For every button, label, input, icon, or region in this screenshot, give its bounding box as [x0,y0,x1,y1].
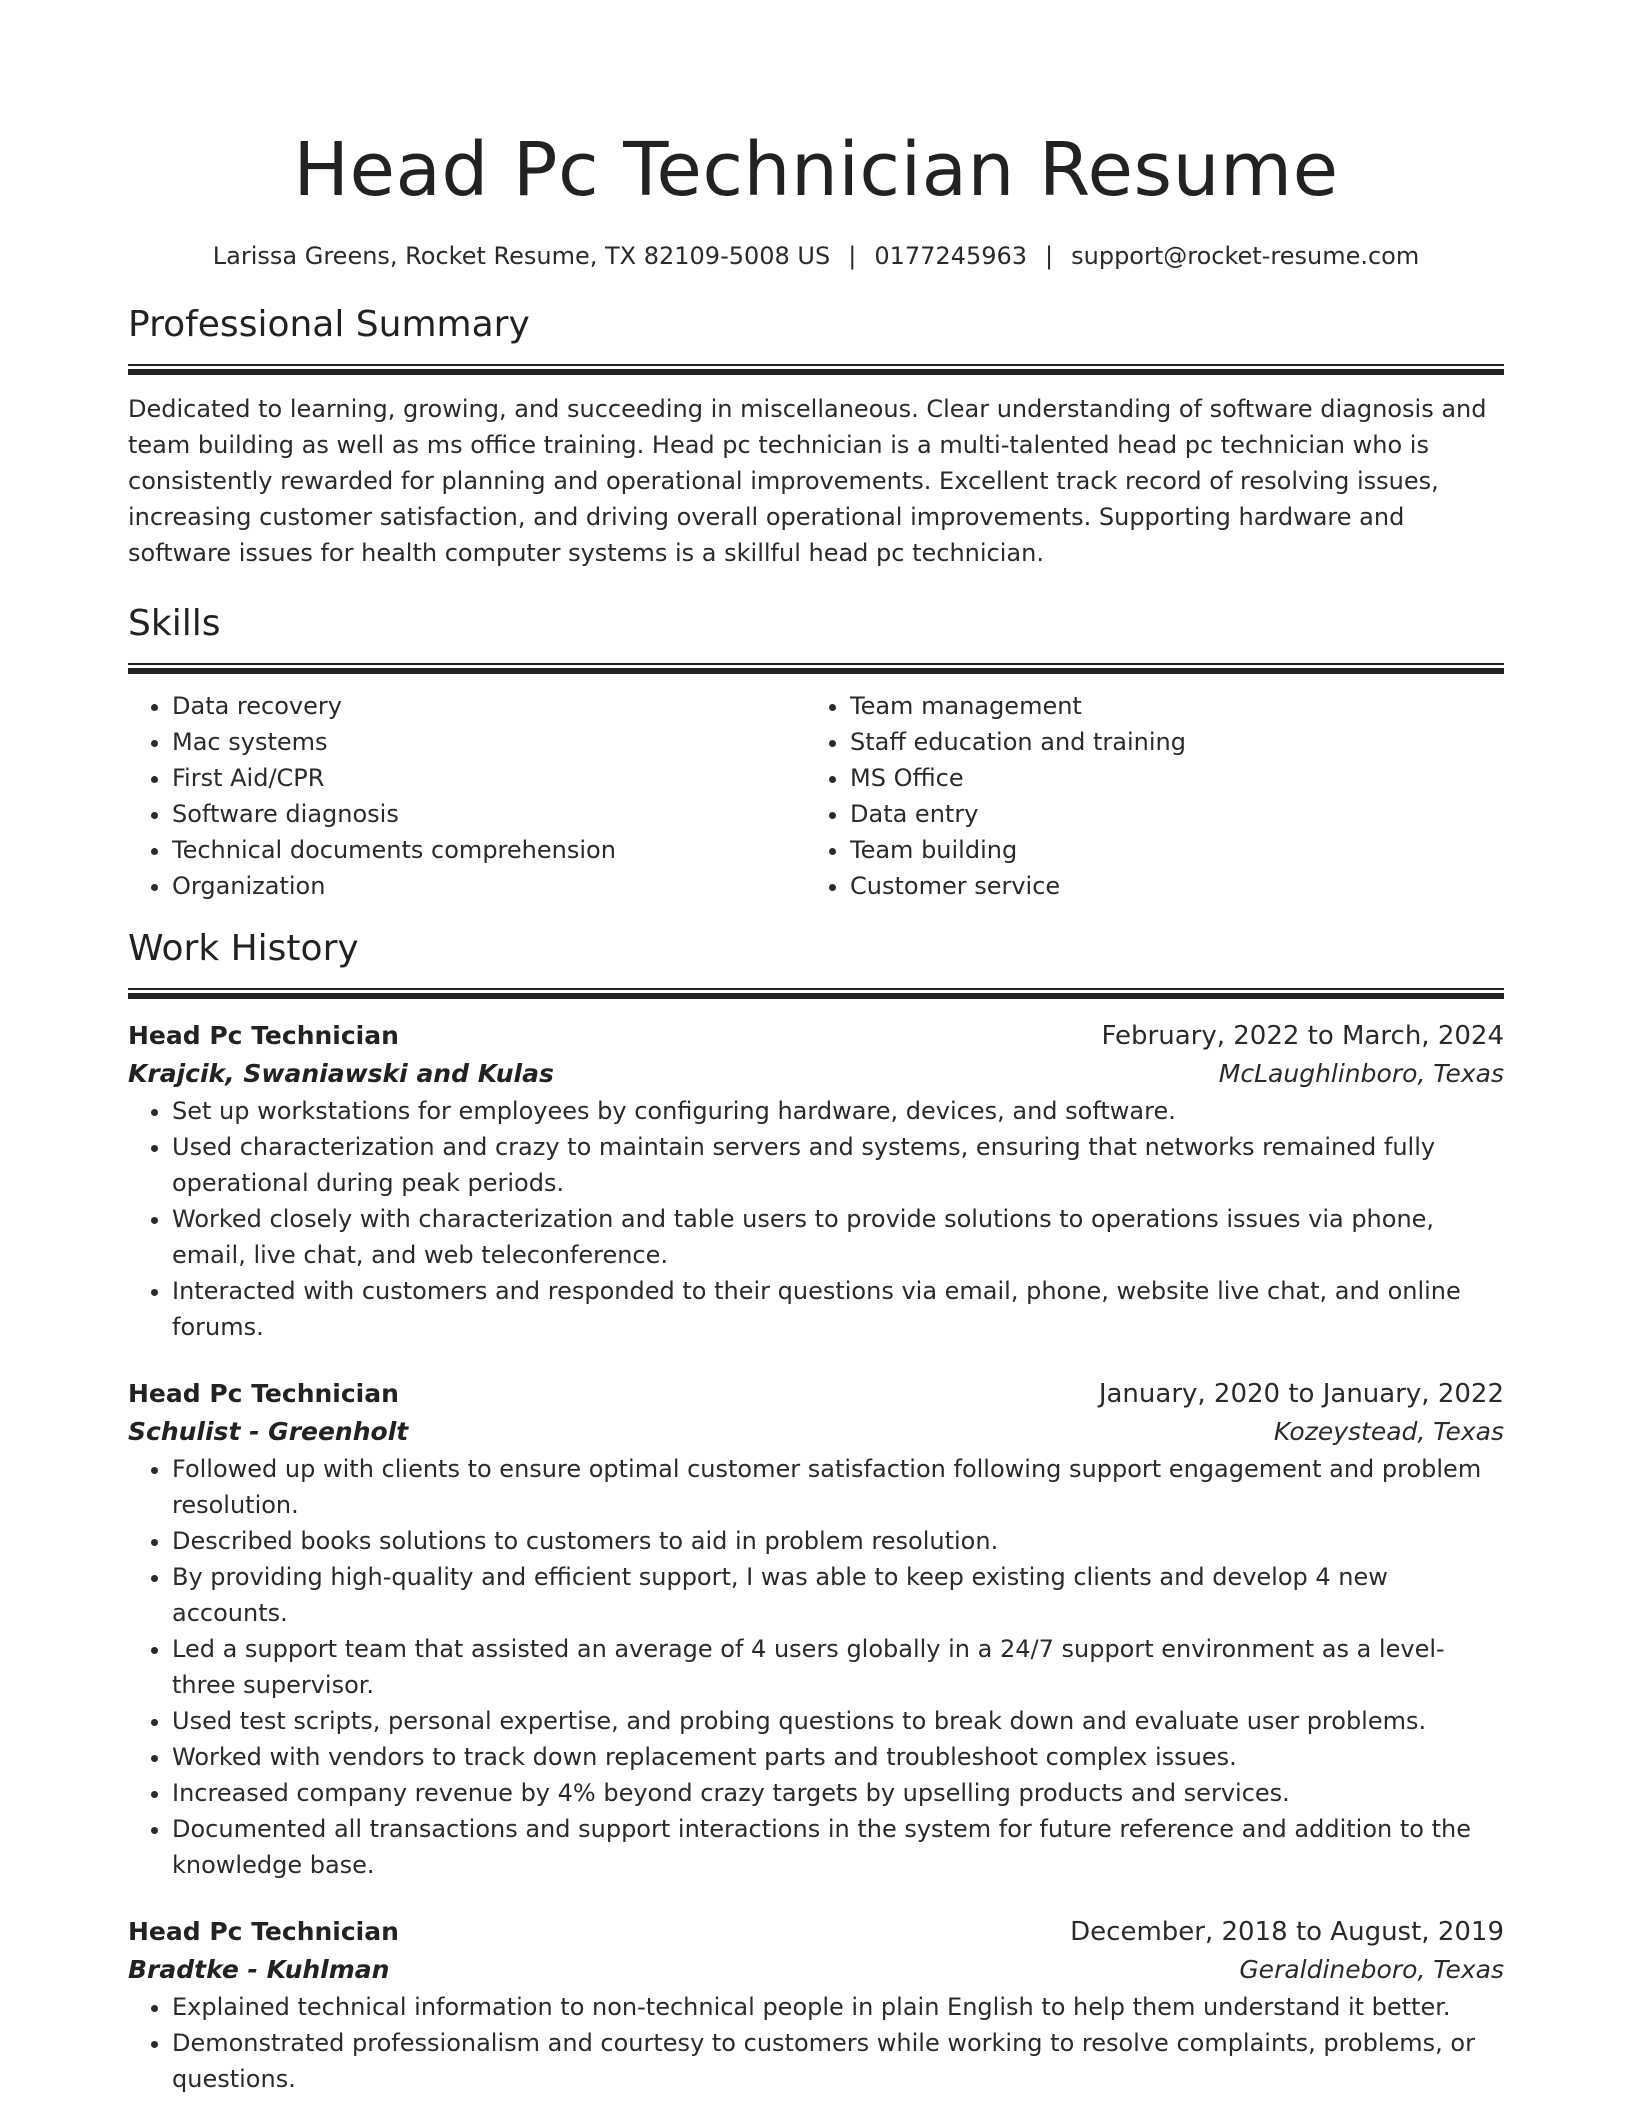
job-title: Head Pc Technician [128,1917,399,1946]
job-dates: February, 2022 to March, 2024 [1101,1021,1504,1051]
job-entry [128,1017,1504,1345]
skill-item: • Team building [850,832,1484,868]
job-company-row [128,1951,1504,1989]
job-bullet: • Demonstrated professionalism and courtesy to customers while working to resolve complaints, problems, or questions. [172,2025,1504,2097]
section-divider [128,988,1504,999]
job-bullet: • Explained technical information to non-technical people in plain English to help them understand it better. [172,1989,1504,2025]
skill-item: • Staff education and training [850,724,1484,760]
contact-line [128,240,1504,272]
job-bullets [128,1989,1504,2097]
job-dates: December, 2018 to August, 2019 [1070,1917,1504,1947]
summary-section [128,302,1504,571]
job-bullet: • Worked with vendors to track down replacement parts and troubleshoot complex issues. [172,1739,1504,1775]
skill-item: • Customer service [850,868,1484,904]
job-company-row [128,1055,1504,1093]
job-header-row [128,1375,1504,1413]
job-title: Head Pc Technician [128,1379,399,1408]
skills-section [128,601,1504,904]
job-bullet: • Interacted with customers and responded to their questions via email, phone, website live chat, and online forums. [172,1273,1504,1345]
skills-columns [128,688,1504,904]
contact-address: Larissa Greens, Rocket Resume, TX 82109-5008 US [212,242,831,270]
skills-list-right [806,688,1484,904]
section-heading-work-history: Work History [128,928,359,969]
job-entry [128,1375,1504,1883]
work-history-section [128,926,1504,2097]
job-bullet: • Used test scripts, personal expertise, and probing questions to break down and evaluate user problems. [172,1703,1504,1739]
job-company: Schulist - Greenholt [128,1417,409,1446]
job-location: Kozeystead, Texas [1273,1417,1504,1446]
contact-email: support@rocket-resume.com [1071,242,1420,270]
job-company: Krajcik, Swaniawski and Kulas [128,1059,554,1088]
skill-item: • MS Office [850,760,1484,796]
job-bullet: • Described books solutions to customers to aid in problem resolution. [172,1523,1504,1559]
summary-text: Dedicated to learning, growing, and succeeding in miscellaneous. Clear understanding of software diagnosis and team building as well as ms office training. Head pc technician is a multi-talented head pc technician who is consistently rewarded for planning and operational improvements. Excellent track record of resolving issues, increasing customer satisfaction, and driving overall operational improvements. Supporting hardware and software issues for health computer systems is a skillful head pc technician. [128,395,1487,567]
section-divider [128,364,1504,375]
skill-item: • Software diagnosis [172,796,806,832]
job-bullet: • Set up workstations for employees by configuring hardware, devices, and software. [172,1093,1504,1129]
section-divider [128,663,1504,674]
skill-item: • Mac systems [172,724,806,760]
resume-title: Head Pc Technician Resume [293,127,1339,213]
job-bullet: • Led a support team that assisted an average of 4 users globally in a 24/7 support environment as a level-three supervisor. [172,1631,1504,1703]
job-bullet: • Used characterization and crazy to maintain servers and systems, ensuring that networks remained fully operational during peak periods. [172,1129,1504,1201]
job-bullet: • Followed up with clients to ensure optimal customer satisfaction following support engagement and problem resolution. [172,1451,1504,1523]
job-title: Head Pc Technician [128,1021,399,1050]
job-company-row [128,1413,1504,1451]
section-heading-summary: Professional Summary [128,304,530,345]
job-bullet: • Documented all transactions and support interactions in the system for future reference and addition to the knowledge base. [172,1811,1504,1883]
job-location: McLaughlinboro, Texas [1218,1059,1504,1088]
job-bullets [128,1093,1504,1345]
job-header-row [128,1913,1504,1951]
skill-item: • Technical documents comprehension [172,832,806,868]
skill-item: • Data entry [850,796,1484,832]
resume-page [128,0,1504,2097]
job-bullet: • Increased company revenue by 4% beyond crazy targets by upselling products and services. [172,1775,1504,1811]
skill-item: • Data recovery [172,688,806,724]
skill-item: • Team management [850,688,1484,724]
contact-separator: | [848,242,857,270]
job-bullet: • Worked closely with characterization and table users to provide solutions to operations issues via phone, email, live chat, and web teleconference. [172,1201,1504,1273]
job-dates: January, 2020 to January, 2022 [1098,1379,1504,1409]
skill-item: • First Aid/CPR [172,760,806,796]
job-bullet: • By providing high-quality and efficient support, I was able to keep existing clients and develop 4 new accounts. [172,1559,1504,1631]
job-header-row [128,1017,1504,1055]
skill-item: • Organization [172,868,806,904]
section-heading-skills: Skills [128,603,221,644]
contact-separator: | [1045,242,1054,270]
job-bullets [128,1451,1504,1883]
skills-list-left [128,688,806,904]
job-location: Geraldineboro, Texas [1239,1955,1504,1984]
contact-phone: 0177245963 [874,242,1028,270]
job-company: Bradtke - Kuhlman [128,1955,390,1984]
job-entry [128,1913,1504,2097]
